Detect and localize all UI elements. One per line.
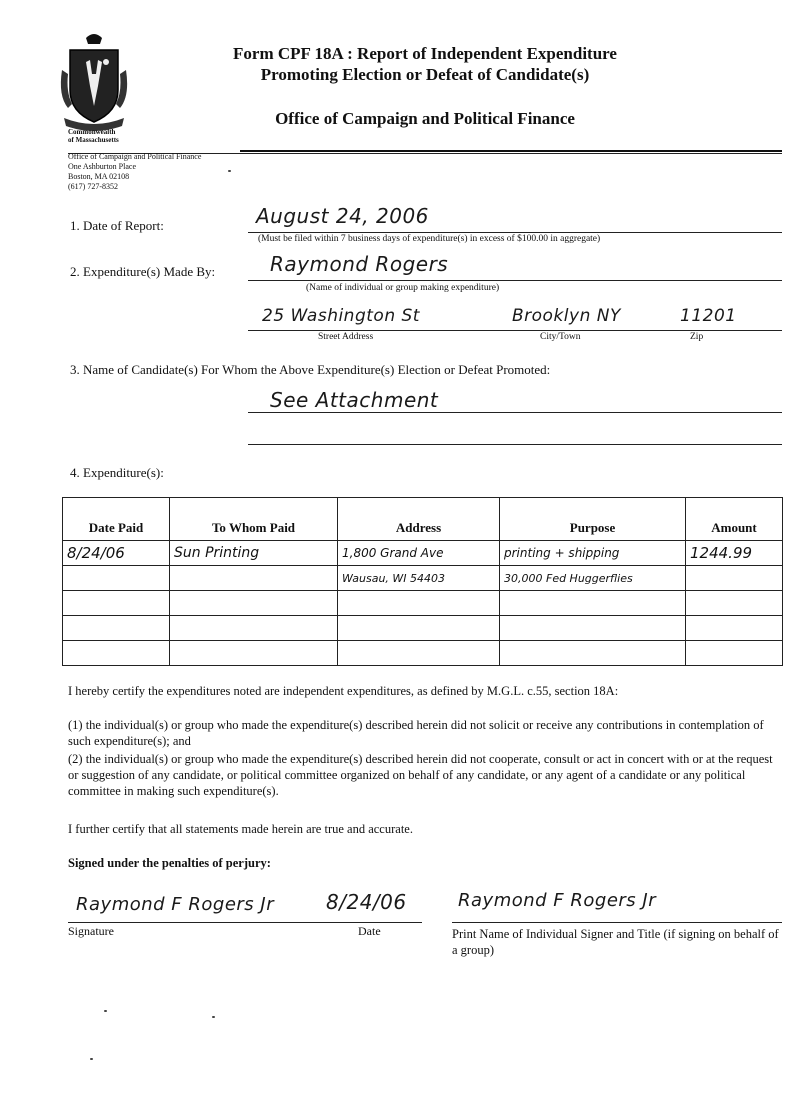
signed-under-penalties: Signed under the penalties of perjury: (68, 856, 271, 870)
cell-amount: 1244.99 (686, 541, 783, 566)
seal-caption-line1: Commonwealth (68, 128, 116, 136)
table-header-row (63, 498, 783, 541)
office-address-line3: Boston, MA 02108 (68, 172, 130, 181)
form-title-line2: Promoting Election or Defeat of Candidate(s) (260, 65, 590, 84)
certification-clause-1: (1) the individual(s) or group who made the expenditure(s) described herein did not solicit or receive any contributions in contemplation of such expenditure(s); and (68, 718, 764, 748)
scan-speck (90, 1058, 93, 1060)
address-line (248, 330, 782, 331)
col-date-paid: Date Paid (63, 498, 170, 541)
further-certify: I further certify that all statements made herein are true and accurate. (68, 822, 413, 836)
cell-purpose: printing + shipping (500, 541, 686, 566)
expenditures-table (62, 497, 783, 666)
table-row (63, 616, 783, 641)
cell-purpose: 30,000 Fed Huggerflies (500, 566, 686, 591)
office-address (68, 152, 268, 192)
signature-line (68, 922, 422, 923)
cell-address (338, 616, 500, 641)
seal-caption-line2: of Massachusetts (68, 136, 119, 144)
cell-amount (686, 591, 783, 616)
certification-clause-2: (2) the individual(s) or group who made the expenditure(s) described herein did not cooperate, consult or act in concert with or at the request or suggestion of any candidate, or political committee organized on behalf of any candidate, or any agent of a candidate or any political committee in making such expenditure(s). (68, 752, 773, 798)
candidate-label: 3. Name of Candidate(s) For Whom the Above Expenditure(s) Election or Defeat Promoted: (70, 362, 551, 377)
scan-speck (104, 1010, 107, 1012)
zip-value: 11201 (680, 306, 737, 326)
cell-date-paid (63, 566, 170, 591)
commonwealth-seal (56, 30, 132, 134)
cell-address (338, 641, 500, 666)
office-address-line1: Office of Campaign and Political Finance (68, 152, 202, 161)
signature-label: Signature (68, 924, 114, 938)
table-row (63, 641, 783, 666)
print-name-label: Print Name of Individual Signer and Title (if signing on behalf of a group) (452, 927, 779, 957)
made-by-note: (Name of individual or group making expenditure) (306, 283, 500, 293)
table-row (63, 591, 783, 616)
cell-purpose (500, 591, 686, 616)
cell-date-paid (63, 641, 170, 666)
office-address-line2: One Ashburton Place (68, 162, 136, 171)
col-amount: Amount (686, 498, 783, 541)
col-to-whom-paid: To Whom Paid (170, 498, 338, 541)
cell-purpose (500, 616, 686, 641)
city-label: City/Town (540, 332, 581, 342)
cell-date-paid (63, 591, 170, 616)
cell-amount (686, 566, 783, 591)
city-value: Brooklyn NY (512, 306, 621, 326)
print-name-line (452, 922, 782, 923)
cell-address: Wausau, WI 54403 (338, 566, 500, 591)
candidate-value: See Attachment (270, 388, 439, 412)
header-rule (240, 150, 782, 152)
print-name-value: Raymond F Rogers Jr (458, 890, 657, 911)
expenditures-label: 4. Expenditure(s): (70, 465, 164, 480)
table-row (63, 566, 783, 591)
certification-intro: I hereby certify the expenditures noted are independent expenditures, as defined by M.G.L. c.55, section 18A: (68, 684, 619, 698)
scan-speck (212, 1016, 215, 1018)
street-label: Street Address (318, 332, 374, 342)
scan-speck (228, 170, 231, 172)
cell-address: 1,800 Grand Ave (338, 541, 500, 566)
cell-amount (686, 641, 783, 666)
seal-caption (68, 128, 119, 144)
date-line (248, 232, 782, 233)
date-label: Date (358, 924, 381, 938)
candidate-line-2 (248, 444, 782, 445)
zip-label: Zip (690, 332, 704, 342)
made-by-value: Raymond Rogers (270, 252, 449, 276)
made-by-line (248, 280, 782, 281)
col-address: Address (338, 498, 500, 541)
signature-date-value: 8/24/06 (326, 890, 407, 914)
office-address-line4: (617) 727-8352 (68, 182, 118, 191)
cell-to-whom-paid (170, 641, 338, 666)
cell-amount (686, 616, 783, 641)
cell-address (338, 591, 500, 616)
cell-date-paid (63, 616, 170, 641)
made-by-label: 2. Expenditure(s) Made By: (70, 264, 216, 279)
street-value: 25 Washington St (262, 306, 420, 326)
cell-to-whom-paid: Sun Printing (170, 541, 338, 566)
col-purpose: Purpose (500, 498, 686, 541)
date-of-report-value: August 24, 2006 (256, 204, 429, 228)
cell-to-whom-paid (170, 591, 338, 616)
signature-value: Raymond F Rogers Jr (76, 894, 275, 915)
table-row (63, 541, 783, 566)
candidate-line-1 (248, 412, 782, 413)
cell-purpose (500, 641, 686, 666)
cell-to-whom-paid (170, 566, 338, 591)
cell-to-whom-paid (170, 616, 338, 641)
date-note: (Must be filed within 7 business days of expenditure(s) in excess of $100.00 in aggregate) (258, 234, 601, 244)
cell-date-paid: 8/24/06 (63, 541, 170, 566)
office-heading: Office of Campaign and Political Finance (275, 109, 575, 128)
form-title-line1: Form CPF 18A : Report of Independent Expenditure (233, 44, 617, 63)
date-of-report-label: 1. Date of Report: (70, 218, 164, 233)
